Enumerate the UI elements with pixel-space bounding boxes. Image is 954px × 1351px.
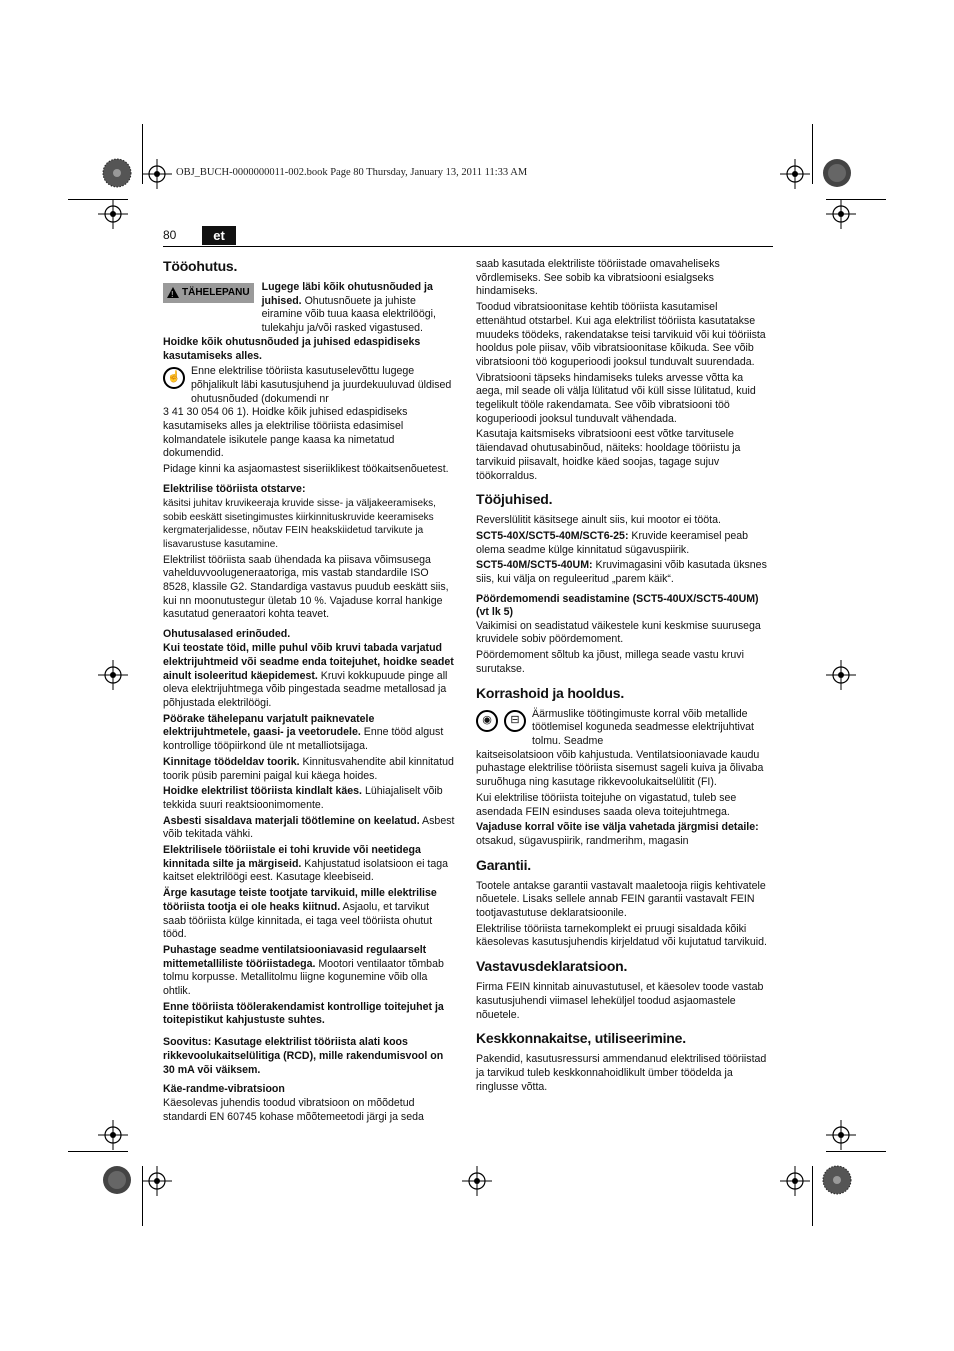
section-heading: Tööjuhised. (476, 491, 553, 508)
subsection-heading: Käe-randme-vibratsioon (163, 1083, 285, 1096)
color-target-icon (822, 158, 852, 188)
rule-text: Lühiajaliselt võib tekkida suuri reaktsioonimomente. (163, 785, 443, 811)
crop-line (812, 1166, 813, 1226)
maintenance-text: Kui elektrilise tööriista toitejuhe on vigastatud, tuleb see asendada FEIN esinduses saada oleva toitejuhtmega. (476, 791, 737, 818)
work-instruction: Reverslülitit käsitsege ainult siis, kui mootor ei tööta. (476, 514, 721, 527)
header-rule (163, 246, 773, 247)
registration-mark-icon (462, 1166, 492, 1196)
section-heading: Korrashoid ja hooldus. (476, 684, 625, 701)
generator-text: Elektrilist tööriista saab ühendada ka piisava võimsusega vahelduvvoolugeneraatoriga, mis vastab standardile ISO 8528, klassile G2. Standardiga vastavus puudub eeskätt siis, kui nn moonutustegur ületab 10 %. Vajaduse korral hankige kasutatud generaatori kohta teavet. (163, 553, 449, 621)
read-manual-text-cont: 3 41 30 054 06 1). Hoidke kõik juhised edaspidiseks kasutamiseks alles ja elektrilise tööriista edasimisel kolmandatele isikutele pange kaasa ka nimetatud dokumendid. (163, 406, 408, 460)
section-heading: Tööohutus. (163, 258, 238, 274)
maintenance-text-cont: kaitseisolatsioon võib kahjustuda. Ventilatsiooniavade kaudu puhastage elektrilise tööriista sisemust sageli kuiva ja õlivaba suruõhuga ning kasutage rikkevoolukaitselülitit (FI). (476, 748, 764, 789)
registration-mark-icon (98, 660, 128, 690)
rule-text: Mootori ventilaator tõmbab tolmu korpusse. Metallitolmu liigne kogunemine võib olla ohtlik. (163, 957, 444, 998)
registration-mark-icon (780, 1166, 810, 1196)
rule-text: Kruvi kokkupuude pinge all oleva elektrijuhtmega võib pingestada seadme metallosad ja põhjustada elektrilöögi. (163, 669, 448, 709)
page-number: 80 (163, 228, 177, 242)
maintenance-text: Äärmuslike töötingimuste korral võib metallide töötlemisel koguneda seadmesse elektrijuhtivat tolmu. Seadme (532, 707, 755, 747)
rule-text: Asjaolu, et tarvikut saab tööriista külge kinnitada, ei taga veel tööriista ohutut tööd. (163, 900, 433, 941)
vibration-text-cont: saab kasutada elektriliste tööriistade omavaheliseks võrdlemiseks. See sobib ka vibratsiooni esialgseks hindamiseks. (476, 258, 720, 298)
registration-mark-icon (98, 1120, 128, 1150)
replaceable-parts-label: Vajaduse korral võite ise välja vahetada järgmisi detaile: (476, 821, 759, 834)
read-manual-text: Enne elektrilise tööriista kasutuselevõttu lugege põhjalikult läbi kasutusjuhend ja juurdekuuluvad üldised ohutusnõuded (dokumendi nr (191, 365, 452, 405)
read-manual-block (163, 365, 455, 406)
conformity-text: Firma FEIN kinnitab ainuvastutusel, et käesolev toode vastab kasutusjuhendi viimasel leheküljel toodud asjaomastele nõuetele. (476, 981, 764, 1021)
vibration-text-cont: Kasutaja kaitsmiseks vibratsiooni eest võtke tarvitusele täiendavad ohutusabinõud, näiteks: hooldage tööriistu ja tarvikuid piisavalt, hoidke käed soojas, tagage sujuv töökorraldus. (476, 428, 741, 482)
color-target-icon (102, 1165, 132, 1195)
environment-text: Pakendid, kasutusressursi ammendanud elektrilised tööriistad ja tarvikud tuleb keskkonnahoidlikult ümber töödelda ja ringlusse võtta. (476, 1053, 767, 1093)
rule-bold: Kinnitage töödeldav toorik. (163, 755, 300, 768)
warning-bold-text: Lugege läbi kõik ohutusnõuded ja juhised. (261, 281, 433, 307)
replaceable-parts: otsakud, sügavuspiirik, randmerihm, magasin (476, 834, 689, 847)
vibration-text-cont: Toodud vibratsioonitase kehtib tööriista kasutamisel ettenähtud otstarbel. Kui aga elektrilist tööriista kasutatakse muudeks töödeks, rakendatakse teisi tarvikuid või kui tööriista hooldus pole piisav, võib vibratsioonitase kõikuda. See võib vibratsiooni töö koguperioodi jooksul tunduvalt suurendada. (476, 301, 766, 368)
color-target-icon (102, 158, 132, 188)
warning-label (163, 283, 254, 303)
work-instruction: Kruvide keeramisel peab olema seadme külge kinnitatud sügavuspiirik. (476, 529, 749, 556)
keep-instructions: Hoidke kõik ohutusnõuded ja juhised edaspidiseks kasutamiseks alles. (163, 335, 421, 362)
vibration-text-cont: Vibratsiooni täpseks hindamiseks tuleks arvesse võtta ka aega, mil seade oli välja lülitatud või küll sisse lülitatud, kuid tegelikult tööle rakendamata. See võib vibratsiooni töö koguperioodi jooksul tunduvalt vähendada. (476, 371, 756, 425)
rule-bold: Hoidke elektrilist tööriista kindlalt käes. (163, 785, 362, 798)
registration-mark-icon (826, 199, 856, 229)
crop-line (826, 1151, 886, 1152)
rule-bold: Pöörake tähelepanu varjatult paiknevatele elektrijuhtmetele, gaasi- ja veetorudele. (163, 712, 375, 739)
model-label: SCT5-40M/SCT5-40UM: (476, 559, 593, 572)
subsection-heading: Elektrilise tööriista otstarve: (163, 482, 306, 495)
rule-text: Kinnitusvahendite abil kinnitatud toorik püsib paremini paigal kui käega hoides. (163, 755, 454, 782)
torque-text: Pöördemoment sõltub ka jõust, millega seade vastu kruvi surutakse. (476, 649, 744, 675)
subsection-heading: Pöördemomendi seadistamine (SCT5-40UX/SCT5-40UM) (vt lk 5) (476, 592, 759, 618)
rule-bold: Puhastage seadme ventilatsiooniavasid regulaarselt mittemetalliliste tööriistadega. (163, 943, 427, 970)
section-heading: Vastavusdeklaratsioon. (476, 958, 628, 975)
warranty-text: Tootele antakse garantii vastavalt maaletooja riigis kehtivatele nõuetele. Lisaks sellele annab FEIN garantii vastavalt FEIN tootjavastutuse deklaratsioonile. (476, 879, 766, 920)
read-manual-icon: ☝ (163, 367, 185, 389)
registration-mark-icon (826, 1120, 856, 1150)
warning-block (163, 281, 455, 336)
dust-mask-icon: ⊟ (504, 710, 526, 732)
rule-bold: Ärge kasutage teiste tootjate tarvikuid, mille elektrilise tööriista tootja ei ole heaks kiitnud. (163, 887, 437, 913)
registration-mark-icon (142, 1166, 172, 1196)
regulations-text: Pidage kinni ka asjaomastest siseriiklikest töökaitsenõuetest. (163, 463, 449, 476)
model-label: SCT5-40X/SCT5-40M/SCT6-25: (476, 529, 629, 542)
color-target-icon (822, 1165, 852, 1195)
right-column (476, 258, 768, 1096)
warning-body-text: Ohutusnõuete ja juhiste eiramine võib tuua kaasa elektrilöögi, tulekahju ja/või rasked vigastused. (261, 294, 436, 335)
print-slug: OBJ_BUCH-0000000011-002.book Page 80 Thursday, January 13, 2011 11:33 AM (176, 167, 528, 178)
torque-text: Vaikimisi on seadistatud väikestele kuni keskmise suurusega kruvidele sobiv pöördemoment. (476, 619, 761, 646)
registration-mark-icon (98, 199, 128, 229)
crop-line (812, 124, 813, 184)
language-tab: et (202, 226, 236, 245)
crop-line (68, 1151, 128, 1152)
rule-bold: Kui teostate töid, mille puhul võib kruvi tabada varjatud elektrijuhtmeid või seadme enda toitejuhet, hoidke seadet ainult isoleeritud käepidemest. (163, 642, 454, 682)
rule-text: Asbest võib tekitada vähki. (163, 814, 455, 841)
rule-bold: Elektrilisele tööriistale ei tohi kruvide või neetidega kinnitada silte ja märgiseid. (163, 844, 421, 870)
work-instruction: Kruvimagasini võib kasutada üksnes siis, kui välja on reguleeritud „parem käik“. (476, 559, 767, 586)
section-heading: Garantii. (476, 856, 531, 873)
registration-mark-icon (780, 159, 810, 189)
registration-mark-icon (142, 159, 172, 189)
left-column (163, 258, 455, 1127)
eye-protection-icon: ◉ (476, 710, 498, 732)
rule-text: Enne tööd algust kontrollige tööpiirkond üle nt metalliotsijaga. (163, 726, 444, 753)
rule-bold: Enne tööriista töölerakendamist kontrollige toitejuhet ja toitepistikut kahjustuste suhtes. (163, 1000, 444, 1027)
rule-text: Kahjustatud isolatsioon ei taga kaitset elektrilöögi eest. Kasutage kleebiseid. (163, 857, 449, 884)
rule-bold: Asbesti sisaldava materjali töötlemine on keelatud. (163, 814, 420, 827)
registration-mark-icon (826, 660, 856, 690)
warning-label-text: TÄHELEPANU (182, 287, 250, 298)
intended-use-text: käsitsi juhitav kruvikeeraja kruvide sisse- ja väljakeeramiseks, sobib eeskätt sisetingimustes kiirkinnituskruvide keeramiseks kergmaterjalidesse, nõutav FEIN heakskiidetud tarvikute ja lisavarustuse kasutamine. (163, 497, 436, 550)
subsection-heading: Ohutusalased erinõuded. (163, 628, 291, 641)
warning-triangle-icon (167, 287, 179, 298)
maintenance-block (476, 708, 768, 749)
warranty-text: Elektrilise tööriista tarnekomplekt ei pruugi sisaldada kõiki käesolevas kasutusjuhendis kirjeldatud või kujutatud tarvikuid. (476, 922, 767, 949)
section-heading: Keskkonnakaitse, utiliseerimine. (476, 1030, 686, 1047)
rcd-recommendation: Soovitus: Kasutage elektrilist tööriista alati koos rikkevoolukaitselülitiga (RCD), mille rakendumisvool on 30 mA või väiksem. (163, 1036, 444, 1076)
vibration-text: Käesolevas juhendis toodud vibratsioon on mõõdetud standardi EN 60745 kohase mõõtemeetodi järgi ja seda (163, 1097, 424, 1123)
